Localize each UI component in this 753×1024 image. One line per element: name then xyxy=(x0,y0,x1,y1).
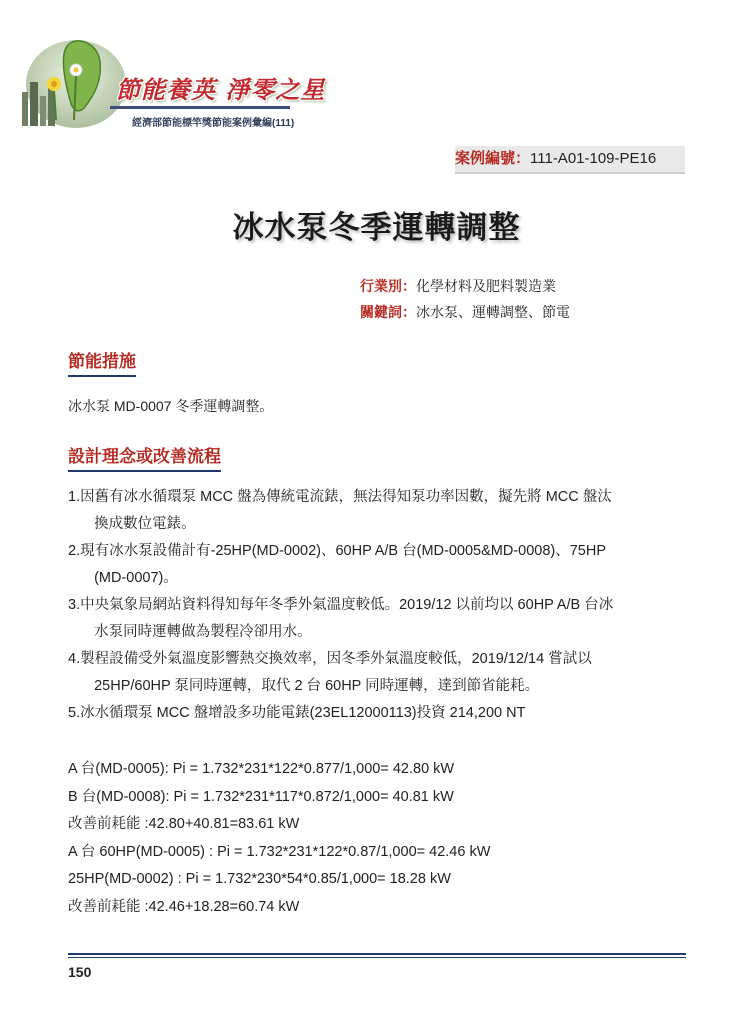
list-item-number: 5. xyxy=(68,705,81,721)
calc-line: A 台(MD-0005): Pi = 1.732*231*122*0.877/1,000= 42.80 kW xyxy=(68,761,455,777)
calc-line: 25HP(MD-0002) : Pi = 1.732*230*54*0.85/1,000= 18.28 kW xyxy=(68,871,451,887)
case-number-label: 案例編號： xyxy=(455,150,531,167)
logo-title: 節能養英 淨零之星 xyxy=(116,75,326,104)
header-logo xyxy=(14,22,326,134)
list-item-text: 製程設備受外氣溫度影響熱交換效率，因冬季外氣溫度較低，2019/12/14 嘗試以 xyxy=(80,651,592,667)
calc-line: 改善前耗能 :42.46+18.28=60.74 kW xyxy=(68,898,300,915)
list-item xyxy=(68,646,686,700)
list-item-text-cont: 水泵同時運轉做為製程冷卻用水。 xyxy=(94,624,312,640)
keywords-line xyxy=(360,302,570,322)
list-item-text: 因舊有冰水循環泵 MCC 盤為傳統電流錶，無法得知泵功率因數，擬先將 MCC 盤汰 xyxy=(80,489,612,505)
list-item-text: 中央氣象局網站資料得知每年冬季外氣溫度較低。2019/12 以前均以 60HP A/B 台冰 xyxy=(80,597,614,613)
list-item-text: 冰水循環泵 MCC 盤增設多功能電錶(23EL12000113)投資 214,200 NT xyxy=(80,705,526,721)
logo-subtitle: 經濟部節能標竿獎節能案例彙編(111) xyxy=(132,118,295,129)
case-number-value: 111-A01-109-PE16 xyxy=(530,150,657,167)
list-item-number: 3. xyxy=(68,597,81,613)
measures-text: 冰水泵 MD-0007 冬季運轉調整。 xyxy=(68,398,274,414)
list-item xyxy=(68,484,686,538)
list-item-text-cont: (MD-0007)。 xyxy=(94,570,178,586)
industry-label: 行業別： xyxy=(360,278,416,294)
keywords-label: 關鍵詞： xyxy=(360,304,416,320)
case-number xyxy=(455,146,685,174)
footer-rule-thin xyxy=(68,957,686,958)
page-number: 150 xyxy=(68,964,92,980)
calc-line: 改善前耗能 :42.80+40.81=83.61 kW xyxy=(68,816,300,832)
keywords-value: 冰水泵、運轉調整、節電 xyxy=(416,304,570,320)
footer-rule xyxy=(68,953,686,955)
list-item-text-cont: 25HP/60HP 泵同時運轉，取代 2 台 60HP 同時運轉，達到節省能耗。 xyxy=(94,678,540,694)
list-item xyxy=(68,700,686,727)
list-item xyxy=(68,592,686,646)
improvement-list xyxy=(68,484,686,727)
industry-line xyxy=(360,276,556,296)
page-title: 冰水泵冬季運轉調整 xyxy=(232,210,521,245)
calculation-block xyxy=(68,756,490,921)
list-item-number: 4. xyxy=(68,651,81,667)
list-item-text-cont: 換成數位電錶。 xyxy=(94,516,196,532)
calc-line: A 台 60HP(MD-0005) : Pi = 1.732*231*122*0.87/1,000= 42.46 kW xyxy=(68,843,491,860)
section-heading-measures: 節能措施 xyxy=(68,347,136,377)
list-item-number: 2. xyxy=(68,543,81,559)
list-item-number: 1. xyxy=(68,489,81,505)
industry-value: 化學材料及肥料製造業 xyxy=(416,278,556,294)
calc-line: B 台(MD-0008): Pi = 1.732*231*117*0.872/1,000= 40.81 kW xyxy=(68,788,454,805)
list-item xyxy=(68,538,686,592)
section-heading-design: 設計理念或改善流程 xyxy=(68,442,221,472)
list-item-text: 現有冰水泵設備計有-25HP(MD-0002)、60HP A/B 台(MD-0005&MD-0008)、75HP xyxy=(80,543,606,559)
